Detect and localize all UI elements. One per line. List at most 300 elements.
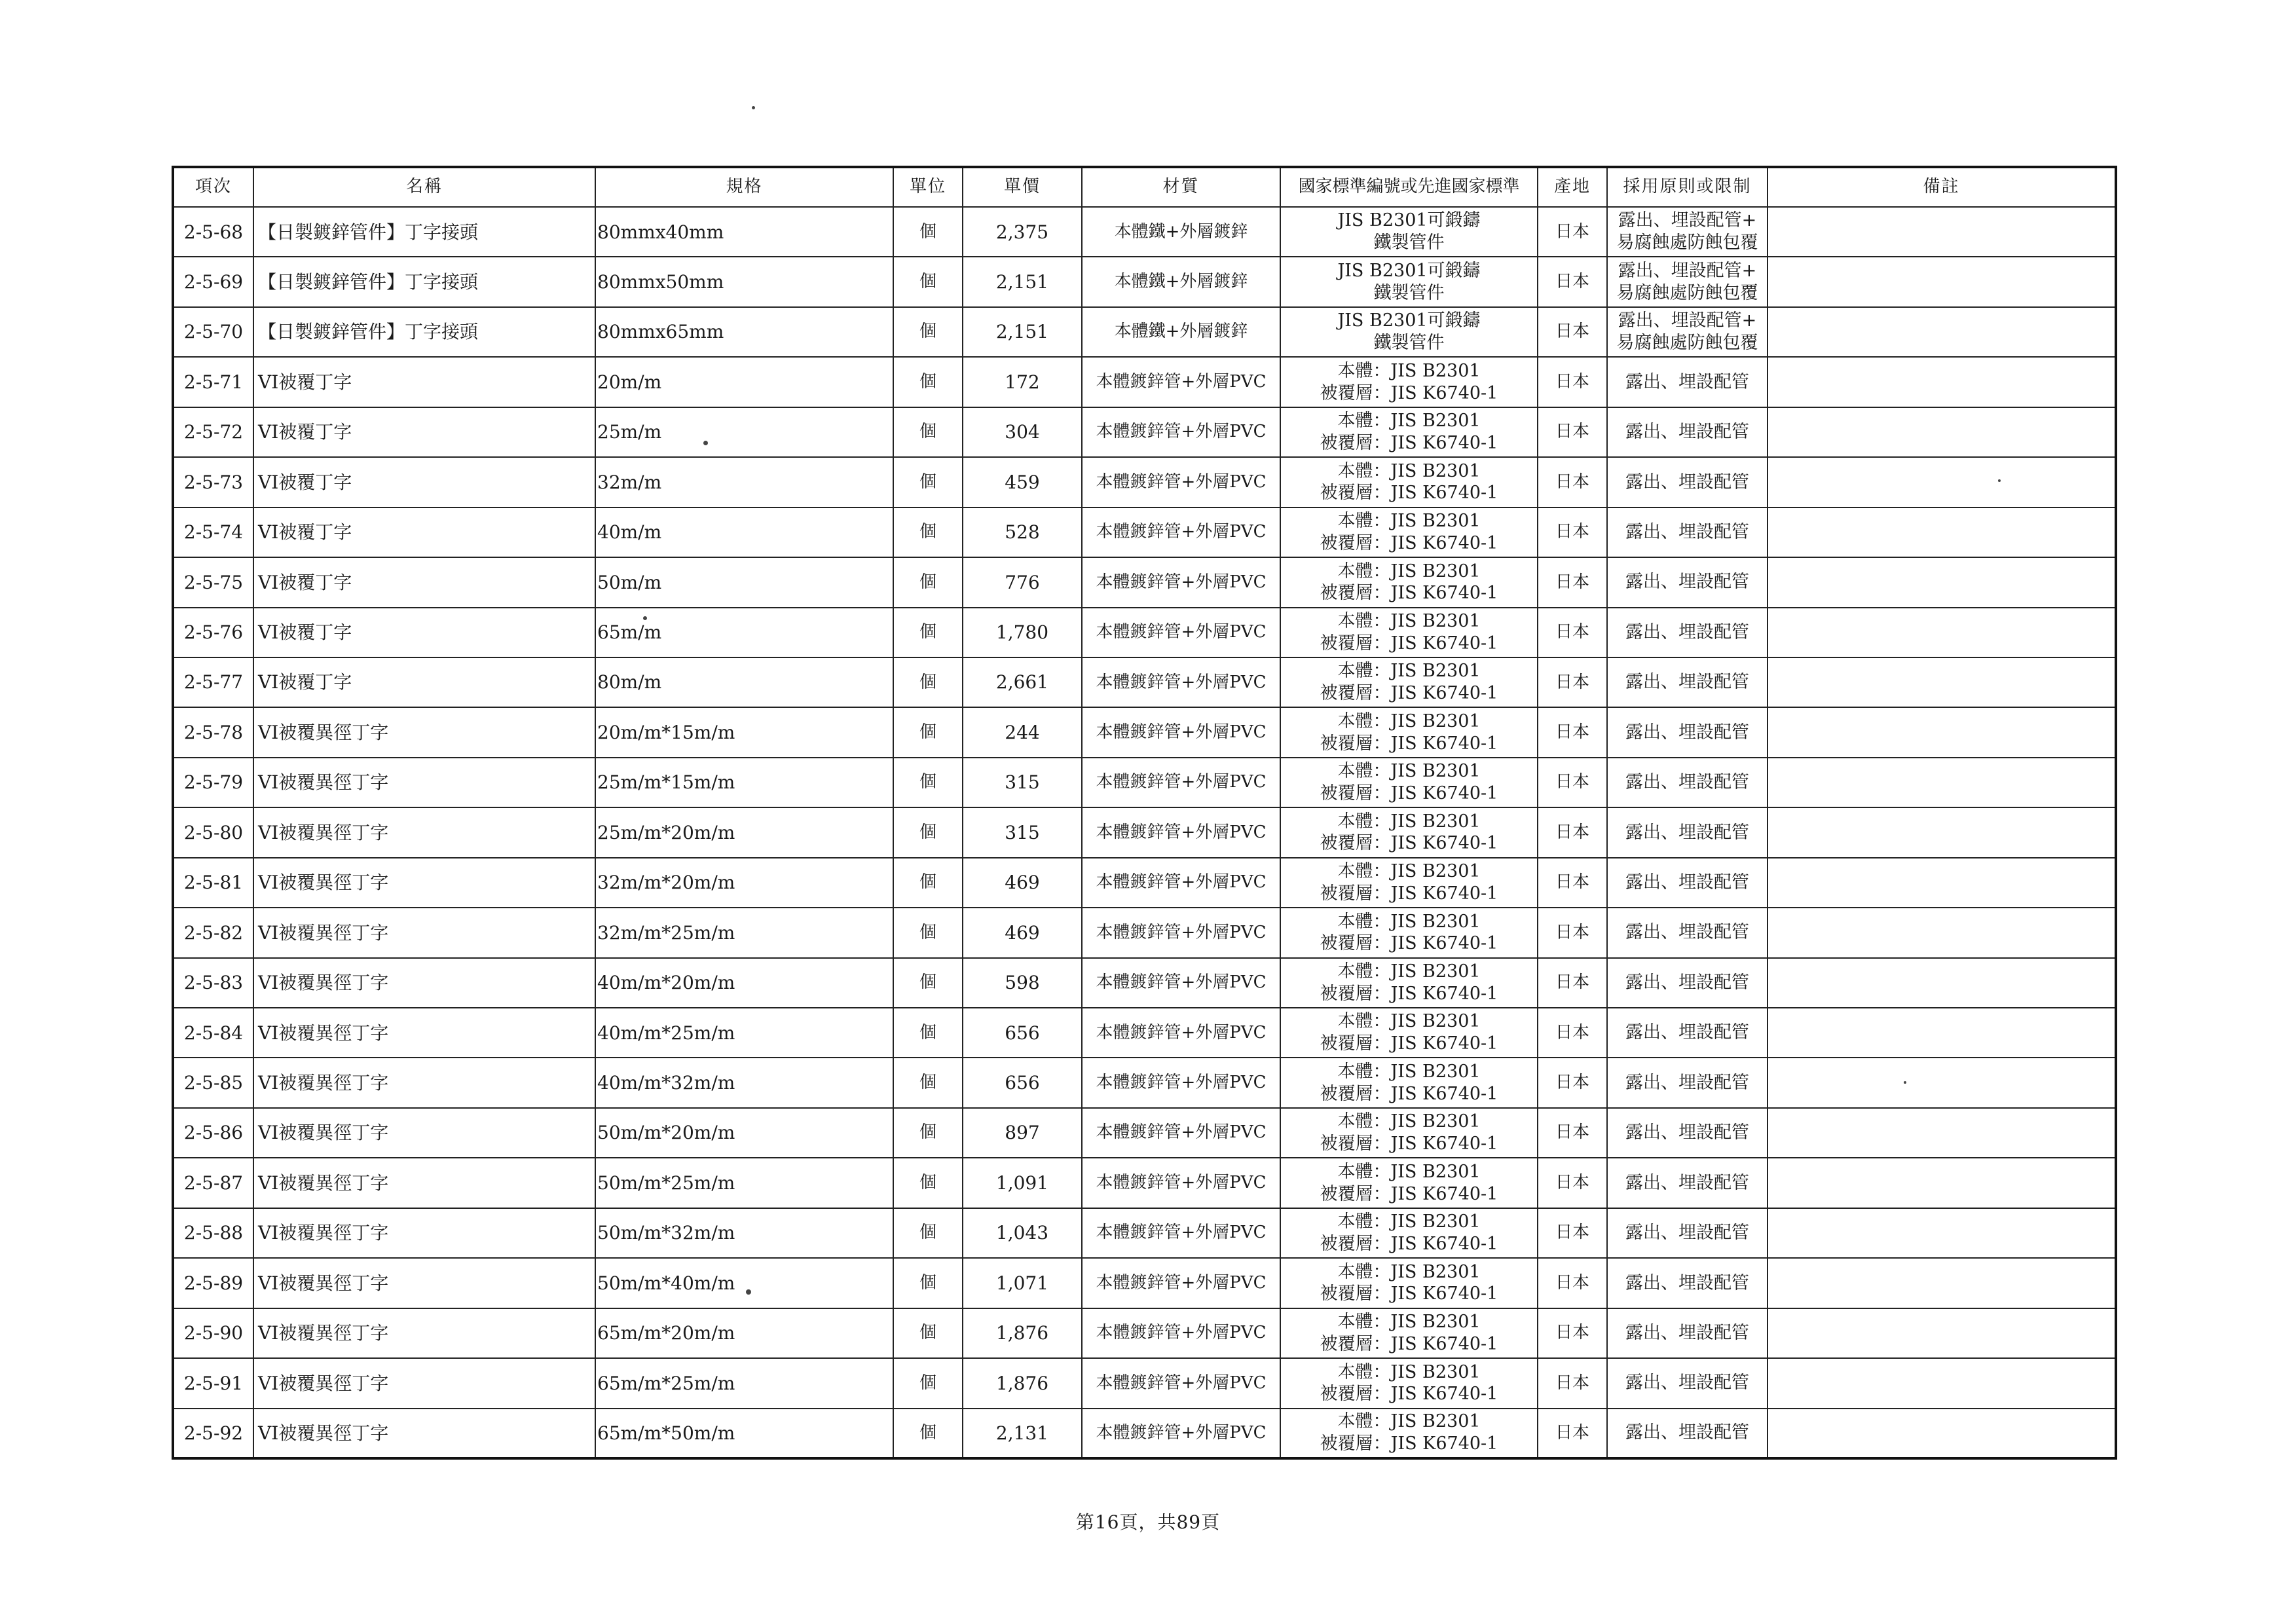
- cell-name: VI被覆異徑丁字: [253, 1158, 595, 1208]
- cell-item-no: 2-5-83: [173, 958, 253, 1008]
- rule-line: 露出、埋設配管: [1625, 1272, 1749, 1293]
- cell-name: VI被覆丁字: [253, 457, 595, 507]
- cell-unit: 個: [893, 858, 963, 908]
- cell-unit: 個: [893, 257, 963, 306]
- standard-line: 本體：JIS B2301: [1337, 1411, 1481, 1432]
- cell-spec: 20m/m*15m/m: [595, 707, 893, 757]
- rule-line: 露出、埋設配管: [1625, 471, 1749, 492]
- cell-item-no: 2-5-75: [173, 557, 253, 607]
- header-origin: 產地: [1538, 167, 1607, 207]
- cell-remark: [1768, 608, 2116, 657]
- rule-line: 露出、埋設配管: [1625, 371, 1749, 392]
- table-row: [173, 307, 2116, 357]
- cell-remark: [1768, 807, 2116, 857]
- cell-rule: [1607, 1008, 1768, 1058]
- cell-item-no: 2-5-87: [173, 1158, 253, 1208]
- cell-price: 1,091: [963, 1158, 1082, 1208]
- cell-spec: 50m/m*25m/m: [595, 1158, 893, 1208]
- standard-line: 被覆層：JIS K6740-1: [1320, 1183, 1498, 1204]
- standard-line: 本體：JIS B2301: [1337, 1211, 1481, 1232]
- cell-origin: 日本: [1538, 1008, 1607, 1058]
- cell-spec: 50m/m: [595, 557, 893, 607]
- cell-item-no: 2-5-84: [173, 1008, 253, 1058]
- cell-price: 1,043: [963, 1208, 1082, 1258]
- standard-line: JIS B2301可鍛鑄: [1337, 260, 1481, 281]
- standard-line: 被覆層：JIS K6740-1: [1320, 633, 1498, 654]
- cell-unit: 個: [893, 507, 963, 557]
- cell-name: VI被覆異徑丁字: [253, 807, 595, 857]
- cell-name: VI被覆異徑丁字: [253, 1008, 595, 1058]
- cell-name: VI被覆異徑丁字: [253, 908, 595, 957]
- cell-standard: [1280, 1258, 1538, 1308]
- standard-line: 本體：JIS B2301: [1337, 1161, 1481, 1182]
- cell-item-no: 2-5-89: [173, 1258, 253, 1308]
- cell-rule: [1607, 1058, 1768, 1107]
- table-row: [173, 1008, 2116, 1058]
- cell-material: 本體鍍鋅管+外層PVC: [1082, 707, 1280, 757]
- cell-name: VI被覆異徑丁字: [253, 858, 595, 908]
- cell-unit: 個: [893, 657, 963, 707]
- cell-origin: 日本: [1538, 958, 1607, 1008]
- cell-item-no: 2-5-82: [173, 908, 253, 957]
- cell-origin: 日本: [1538, 357, 1607, 407]
- cell-spec: 25m/m*20m/m: [595, 807, 893, 857]
- cell-spec: 80mmx50mm: [595, 257, 893, 306]
- table-row: [173, 407, 2116, 457]
- cell-name: VI被覆異徑丁字: [253, 1058, 595, 1107]
- standard-line: 被覆層：JIS K6740-1: [1320, 1433, 1498, 1454]
- cell-standard: [1280, 1409, 1538, 1458]
- standard-line: 鐵製管件: [1373, 282, 1445, 303]
- cell-item-no: 2-5-76: [173, 608, 253, 657]
- cell-price: 304: [963, 407, 1082, 457]
- standard-line: 本體：JIS B2301: [1337, 460, 1481, 481]
- table-row: [173, 1158, 2116, 1208]
- cell-name: VI被覆丁字: [253, 608, 595, 657]
- cell-price: 469: [963, 858, 1082, 908]
- rule-line: 露出、埋設配管: [1625, 1172, 1749, 1193]
- standard-line: 被覆層：JIS K6740-1: [1320, 432, 1498, 453]
- header-unit: 單位: [893, 167, 963, 207]
- rule-line: 露出、埋設配管: [1625, 572, 1749, 593]
- cell-remark: [1768, 1108, 2116, 1158]
- standard-line: 本體：JIS B2301: [1337, 1061, 1481, 1082]
- cell-rule: [1607, 1258, 1768, 1308]
- cell-material: 本體鐵+外層鍍鋅: [1082, 207, 1280, 257]
- cell-remark: [1768, 207, 2116, 257]
- cell-standard: [1280, 858, 1538, 908]
- cell-spec: 25m/m*15m/m: [595, 758, 893, 807]
- cell-standard: [1280, 357, 1538, 407]
- table-row: [173, 858, 2116, 908]
- standard-line: 被覆層：JIS K6740-1: [1320, 983, 1498, 1004]
- cell-spec: 25m/m: [595, 407, 893, 457]
- table-row: [173, 1258, 2116, 1308]
- standard-line: 被覆層：JIS K6740-1: [1320, 382, 1498, 403]
- cell-origin: 日本: [1538, 557, 1607, 607]
- rule-line: 露出、埋設配管: [1625, 722, 1749, 743]
- table-row: [173, 908, 2116, 957]
- table-row: [173, 608, 2116, 657]
- cell-material: 本體鍍鋅管+外層PVC: [1082, 1008, 1280, 1058]
- standard-line: 本體：JIS B2301: [1337, 761, 1481, 782]
- cell-origin: 日本: [1538, 858, 1607, 908]
- scan-speck: [1998, 479, 2001, 482]
- cell-material: 本體鍍鋅管+外層PVC: [1082, 1358, 1280, 1408]
- standard-line: 本體：JIS B2301: [1337, 1261, 1481, 1282]
- rule-line: 露出、埋設配管: [1625, 1122, 1749, 1143]
- table-row: [173, 958, 2116, 1008]
- cell-item-no: 2-5-79: [173, 758, 253, 807]
- cell-rule: [1607, 657, 1768, 707]
- cell-origin: 日本: [1538, 1058, 1607, 1107]
- rule-line: 露出、埋設配管+: [1618, 210, 1757, 231]
- cell-spec: 32m/m*20m/m: [595, 858, 893, 908]
- cell-rule: [1607, 758, 1768, 807]
- cell-spec: 50m/m*20m/m: [595, 1108, 893, 1158]
- cell-remark: [1768, 1008, 2116, 1058]
- rule-line: 露出、埋設配管+: [1618, 260, 1757, 281]
- table-row: [173, 1409, 2116, 1458]
- cell-standard: [1280, 807, 1538, 857]
- cell-spec: 40m/m*32m/m: [595, 1058, 893, 1107]
- cell-unit: 個: [893, 908, 963, 957]
- cell-item-no: 2-5-69: [173, 257, 253, 306]
- cell-price: 2,151: [963, 307, 1082, 357]
- cell-rule: [1607, 1108, 1768, 1158]
- cell-item-no: 2-5-91: [173, 1358, 253, 1408]
- cell-price: 656: [963, 1058, 1082, 1107]
- cell-price: 2,375: [963, 207, 1082, 257]
- rule-line: 露出、埋設配管: [1625, 621, 1749, 642]
- standard-line: 鐵製管件: [1373, 333, 1445, 354]
- cell-remark: [1768, 958, 2116, 1008]
- cell-material: 本體鍍鋅管+外層PVC: [1082, 657, 1280, 707]
- cell-unit: 個: [893, 557, 963, 607]
- page-number: 第16頁，共89頁: [1075, 1511, 1221, 1533]
- cell-standard: [1280, 307, 1538, 357]
- standard-line: 被覆層：JIS K6740-1: [1320, 833, 1498, 854]
- cell-unit: 個: [893, 357, 963, 407]
- cell-name: VI被覆異徑丁字: [253, 1258, 595, 1308]
- table-row: [173, 807, 2116, 857]
- cell-unit: 個: [893, 1008, 963, 1058]
- table-header-row: [173, 167, 2116, 207]
- table-row: [173, 257, 2116, 306]
- cell-standard: [1280, 207, 1538, 257]
- cell-name: VI被覆異徑丁字: [253, 958, 595, 1008]
- cell-price: 244: [963, 707, 1082, 757]
- cell-price: 656: [963, 1008, 1082, 1058]
- rule-line: 露出、埋設配管: [1625, 1322, 1749, 1343]
- cell-standard: [1280, 608, 1538, 657]
- cell-name: VI被覆丁字: [253, 557, 595, 607]
- standard-line: JIS B2301可鍛鑄: [1337, 210, 1481, 231]
- scan-speck: [703, 441, 708, 445]
- scan-speck: [752, 106, 755, 109]
- cell-origin: 日本: [1538, 908, 1607, 957]
- rule-line: 易腐蝕處防蝕包覆: [1616, 232, 1758, 253]
- rule-line: 易腐蝕處防蝕包覆: [1616, 282, 1758, 303]
- cell-rule: [1607, 1158, 1768, 1208]
- cell-unit: 個: [893, 407, 963, 457]
- cell-spec: 65m/m*50m/m: [595, 1409, 893, 1458]
- cell-standard: [1280, 1358, 1538, 1408]
- standard-line: 本體：JIS B2301: [1337, 610, 1481, 631]
- cell-price: 315: [963, 807, 1082, 857]
- table-row: [173, 758, 2116, 807]
- cell-standard: [1280, 1058, 1538, 1107]
- standard-line: 本體：JIS B2301: [1337, 811, 1481, 832]
- cell-material: 本體鍍鋅管+外層PVC: [1082, 1308, 1280, 1358]
- cell-origin: 日本: [1538, 1108, 1607, 1158]
- cell-material: 本體鍍鋅管+外層PVC: [1082, 507, 1280, 557]
- cell-unit: 個: [893, 958, 963, 1008]
- cell-price: 1,780: [963, 608, 1082, 657]
- table-row: [173, 357, 2116, 407]
- scan-speck: [643, 616, 647, 620]
- cell-material: 本體鍍鋅管+外層PVC: [1082, 357, 1280, 407]
- cell-origin: 日本: [1538, 257, 1607, 306]
- header-name: 名稱: [253, 167, 595, 207]
- scan-speck: [1904, 1081, 1906, 1084]
- cell-origin: 日本: [1538, 307, 1607, 357]
- standard-line: 本體：JIS B2301: [1337, 661, 1481, 682]
- cell-origin: 日本: [1538, 608, 1607, 657]
- cell-remark: [1768, 1158, 2116, 1208]
- cell-remark: [1768, 758, 2116, 807]
- cell-price: 528: [963, 507, 1082, 557]
- cell-item-no: 2-5-80: [173, 807, 253, 857]
- table-row: [173, 707, 2116, 757]
- cell-standard: [1280, 1208, 1538, 1258]
- cell-rule: [1607, 958, 1768, 1008]
- standard-line: 本體：JIS B2301: [1337, 961, 1481, 982]
- cell-origin: 日本: [1538, 1258, 1607, 1308]
- standard-line: 本體：JIS B2301: [1337, 1011, 1481, 1032]
- cell-unit: 個: [893, 1158, 963, 1208]
- standard-line: 被覆層：JIS K6740-1: [1320, 733, 1498, 754]
- cell-name: VI被覆異徑丁字: [253, 1108, 595, 1158]
- standard-line: 被覆層：JIS K6740-1: [1320, 1283, 1498, 1304]
- cell-item-no: 2-5-77: [173, 657, 253, 707]
- rule-line: 露出、埋設配管: [1625, 1072, 1749, 1093]
- cell-name: VI被覆異徑丁字: [253, 707, 595, 757]
- cell-name: VI被覆丁字: [253, 357, 595, 407]
- cell-material: 本體鍍鋅管+外層PVC: [1082, 908, 1280, 957]
- cell-item-no: 2-5-71: [173, 357, 253, 407]
- cell-standard: [1280, 407, 1538, 457]
- cell-item-no: 2-5-85: [173, 1058, 253, 1107]
- cell-spec: 50m/m*40m/m: [595, 1258, 893, 1308]
- cell-unit: 個: [893, 307, 963, 357]
- table-row: [173, 1358, 2116, 1408]
- cell-unit: 個: [893, 1258, 963, 1308]
- cell-rule: [1607, 1358, 1768, 1408]
- cell-rule: [1607, 1308, 1768, 1358]
- cell-name: VI被覆異徑丁字: [253, 1308, 595, 1358]
- cell-name: VI被覆異徑丁字: [253, 1358, 595, 1408]
- cell-unit: 個: [893, 608, 963, 657]
- cell-spec: 20m/m: [595, 357, 893, 407]
- cell-price: 1,071: [963, 1258, 1082, 1308]
- table-row: [173, 657, 2116, 707]
- cell-item-no: 2-5-88: [173, 1208, 253, 1258]
- cell-item-no: 2-5-70: [173, 307, 253, 357]
- cell-unit: 個: [893, 1308, 963, 1358]
- cell-material: 本體鍍鋅管+外層PVC: [1082, 1108, 1280, 1158]
- cell-remark: [1768, 707, 2116, 757]
- header-no: 項次: [173, 167, 253, 207]
- table-row: [173, 1108, 2116, 1158]
- cell-name: VI被覆丁字: [253, 507, 595, 557]
- cell-price: 1,876: [963, 1308, 1082, 1358]
- cell-standard: [1280, 557, 1538, 607]
- cell-remark: [1768, 357, 2116, 407]
- standard-line: 被覆層：JIS K6740-1: [1320, 1083, 1498, 1104]
- cell-origin: 日本: [1538, 1308, 1607, 1358]
- cell-standard: [1280, 257, 1538, 306]
- standard-line: 本體：JIS B2301: [1337, 1312, 1481, 1333]
- cell-rule: [1607, 858, 1768, 908]
- cell-unit: 個: [893, 758, 963, 807]
- cell-material: 本體鍍鋅管+外層PVC: [1082, 1058, 1280, 1107]
- rule-line: 露出、埋設配管: [1625, 1373, 1749, 1393]
- standard-line: 本體：JIS B2301: [1337, 1361, 1481, 1382]
- rule-line: 露出、埋設配管: [1625, 422, 1749, 443]
- cell-remark: [1768, 1308, 2116, 1358]
- standard-line: 被覆層：JIS K6740-1: [1320, 1033, 1498, 1054]
- cell-unit: 個: [893, 1409, 963, 1458]
- cell-item-no: 2-5-72: [173, 407, 253, 457]
- cell-name: 【日製鍍鋅管件】丁字接頭: [253, 257, 595, 306]
- cell-item-no: 2-5-68: [173, 207, 253, 257]
- cell-spec: 32m/m*25m/m: [595, 908, 893, 957]
- standard-line: 本體：JIS B2301: [1337, 561, 1481, 581]
- cell-standard: [1280, 657, 1538, 707]
- cell-unit: 個: [893, 707, 963, 757]
- standard-line: 被覆層：JIS K6740-1: [1320, 783, 1498, 804]
- standard-line: 被覆層：JIS K6740-1: [1320, 1134, 1498, 1154]
- cell-origin: 日本: [1538, 758, 1607, 807]
- table-row: [173, 457, 2116, 507]
- rule-line: 露出、埋設配管: [1625, 1223, 1749, 1244]
- rule-line: 露出、埋設配管: [1625, 1422, 1749, 1443]
- cell-name: 【日製鍍鋅管件】丁字接頭: [253, 307, 595, 357]
- cell-standard: [1280, 958, 1538, 1008]
- standard-line: 被覆層：JIS K6740-1: [1320, 883, 1498, 904]
- cell-rule: [1607, 257, 1768, 306]
- cell-rule: [1607, 608, 1768, 657]
- cell-unit: 個: [893, 207, 963, 257]
- cell-spec: 40m/m*25m/m: [595, 1008, 893, 1058]
- cell-material: 本體鐵+外層鍍鋅: [1082, 307, 1280, 357]
- standard-line: 本體：JIS B2301: [1337, 360, 1481, 381]
- rule-line: 露出、埋設配管: [1625, 822, 1749, 843]
- cell-rule: [1607, 908, 1768, 957]
- cell-remark: [1768, 557, 2116, 607]
- cell-standard: [1280, 908, 1538, 957]
- cell-unit: 個: [893, 457, 963, 507]
- table-row: [173, 1058, 2116, 1107]
- cell-remark: [1768, 1409, 2116, 1458]
- cell-material: 本體鍍鋅管+外層PVC: [1082, 407, 1280, 457]
- cell-remark: [1768, 257, 2116, 306]
- cell-price: 2,661: [963, 657, 1082, 707]
- cell-material: 本體鍍鋅管+外層PVC: [1082, 457, 1280, 507]
- cell-rule: [1607, 407, 1768, 457]
- standard-line: 被覆層：JIS K6740-1: [1320, 532, 1498, 553]
- standard-line: 被覆層：JIS K6740-1: [1320, 583, 1498, 604]
- scan-speck: [746, 1289, 751, 1295]
- table-row: [173, 557, 2116, 607]
- cell-origin: 日本: [1538, 657, 1607, 707]
- cell-remark: [1768, 657, 2116, 707]
- standard-line: 被覆層：JIS K6740-1: [1320, 1233, 1498, 1254]
- standard-line: 本體：JIS B2301: [1337, 1111, 1481, 1132]
- cell-price: 469: [963, 908, 1082, 957]
- cell-standard: [1280, 1158, 1538, 1208]
- standard-line: 被覆層：JIS K6740-1: [1320, 483, 1498, 504]
- cell-origin: 日本: [1538, 207, 1607, 257]
- cell-price: 1,876: [963, 1358, 1082, 1408]
- cell-standard: [1280, 707, 1538, 757]
- cell-unit: 個: [893, 1058, 963, 1107]
- table-row: [173, 1208, 2116, 1258]
- cell-remark: [1768, 1208, 2116, 1258]
- table-body: [173, 207, 2116, 1458]
- price-spec-table: [172, 166, 2117, 1460]
- cell-remark: [1768, 908, 2116, 957]
- cell-unit: 個: [893, 1108, 963, 1158]
- cell-item-no: 2-5-92: [173, 1409, 253, 1458]
- cell-remark: [1768, 307, 2116, 357]
- cell-origin: 日本: [1538, 707, 1607, 757]
- cell-material: 本體鍍鋅管+外層PVC: [1082, 1258, 1280, 1308]
- cell-spec: 80mmx40mm: [595, 207, 893, 257]
- cell-rule: [1607, 707, 1768, 757]
- cell-price: 598: [963, 958, 1082, 1008]
- cell-rule: [1607, 357, 1768, 407]
- cell-material: 本體鐵+外層鍍鋅: [1082, 257, 1280, 306]
- cell-spec: 65m/m: [595, 608, 893, 657]
- cell-price: 459: [963, 457, 1082, 507]
- header-standard: 國家標準編號或先進國家標準: [1280, 167, 1538, 207]
- standard-line: 被覆層：JIS K6740-1: [1320, 933, 1498, 954]
- cell-standard: [1280, 507, 1538, 557]
- cell-origin: 日本: [1538, 1208, 1607, 1258]
- cell-price: 172: [963, 357, 1082, 407]
- cell-material: 本體鍍鋅管+外層PVC: [1082, 858, 1280, 908]
- cell-rule: [1607, 307, 1768, 357]
- standard-line: 被覆層：JIS K6740-1: [1320, 683, 1498, 704]
- cell-unit: 個: [893, 1358, 963, 1408]
- cell-origin: 日本: [1538, 1158, 1607, 1208]
- cell-item-no: 2-5-81: [173, 858, 253, 908]
- cell-price: 897: [963, 1108, 1082, 1158]
- cell-origin: 日本: [1538, 1358, 1607, 1408]
- rule-line: 露出、埋設配管: [1625, 1022, 1749, 1043]
- rule-line: 露出、埋設配管: [1625, 922, 1749, 943]
- cell-rule: [1607, 507, 1768, 557]
- cell-origin: 日本: [1538, 1409, 1607, 1458]
- cell-item-no: 2-5-90: [173, 1308, 253, 1358]
- cell-price: 776: [963, 557, 1082, 607]
- cell-material: 本體鍍鋅管+外層PVC: [1082, 557, 1280, 607]
- standard-line: 本體：JIS B2301: [1337, 911, 1481, 932]
- cell-remark: [1768, 1258, 2116, 1308]
- cell-material: 本體鍍鋅管+外層PVC: [1082, 958, 1280, 1008]
